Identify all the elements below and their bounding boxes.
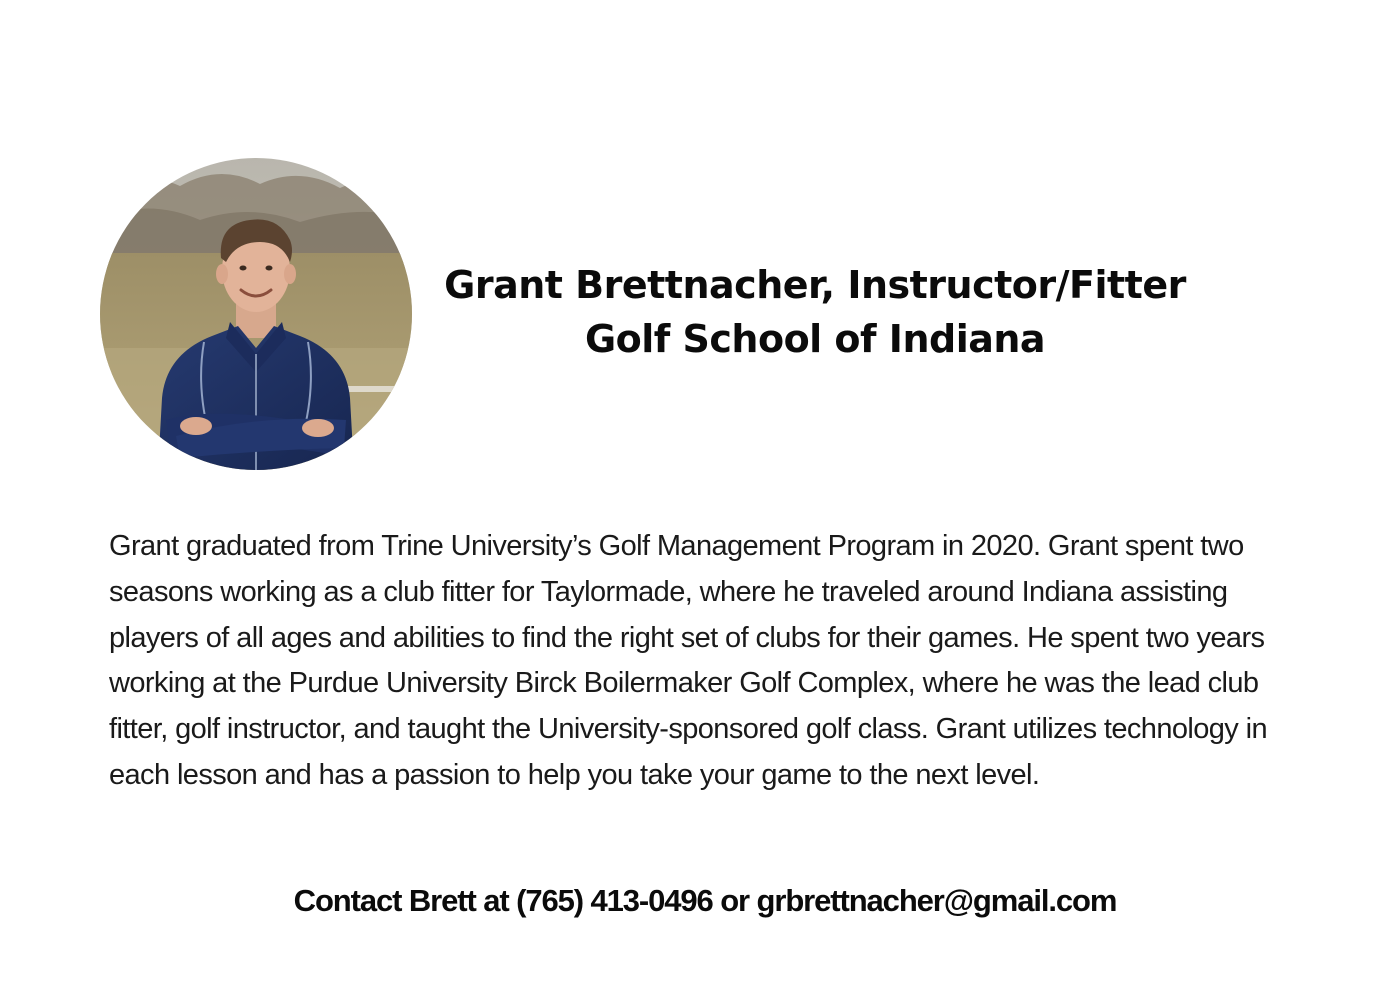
contact-info: Contact Brett at (765) 413-0496 or grbrettnacher@gmail.com bbox=[293, 883, 1117, 918]
instructor-bio: Grant graduated from Trine University’s Golf Management Program in 2020. Grant spent two seasons working as a club fitter for Taylormade, where he traveled around Indiana assisting players of all ages and abilities to find the right set of clubs for their games. He spent two years working at the Purdue University Birck Boilermaker Golf Complex, where he was the lead club fitter, golf instructor, and taught the University-sponsored golf class. Grant utilizes technology in each lesson and has a passion to help you take your game to the next level. bbox=[109, 530, 1268, 791]
instructor-heading bbox=[440, 258, 1190, 366]
instructor-name-title: Grant Brettnacher, Instructor/Fitter bbox=[444, 263, 1186, 307]
instructor-portrait bbox=[100, 158, 412, 470]
school-name: Golf School of Indiana bbox=[584, 317, 1046, 361]
portrait-photo-icon bbox=[100, 158, 412, 470]
